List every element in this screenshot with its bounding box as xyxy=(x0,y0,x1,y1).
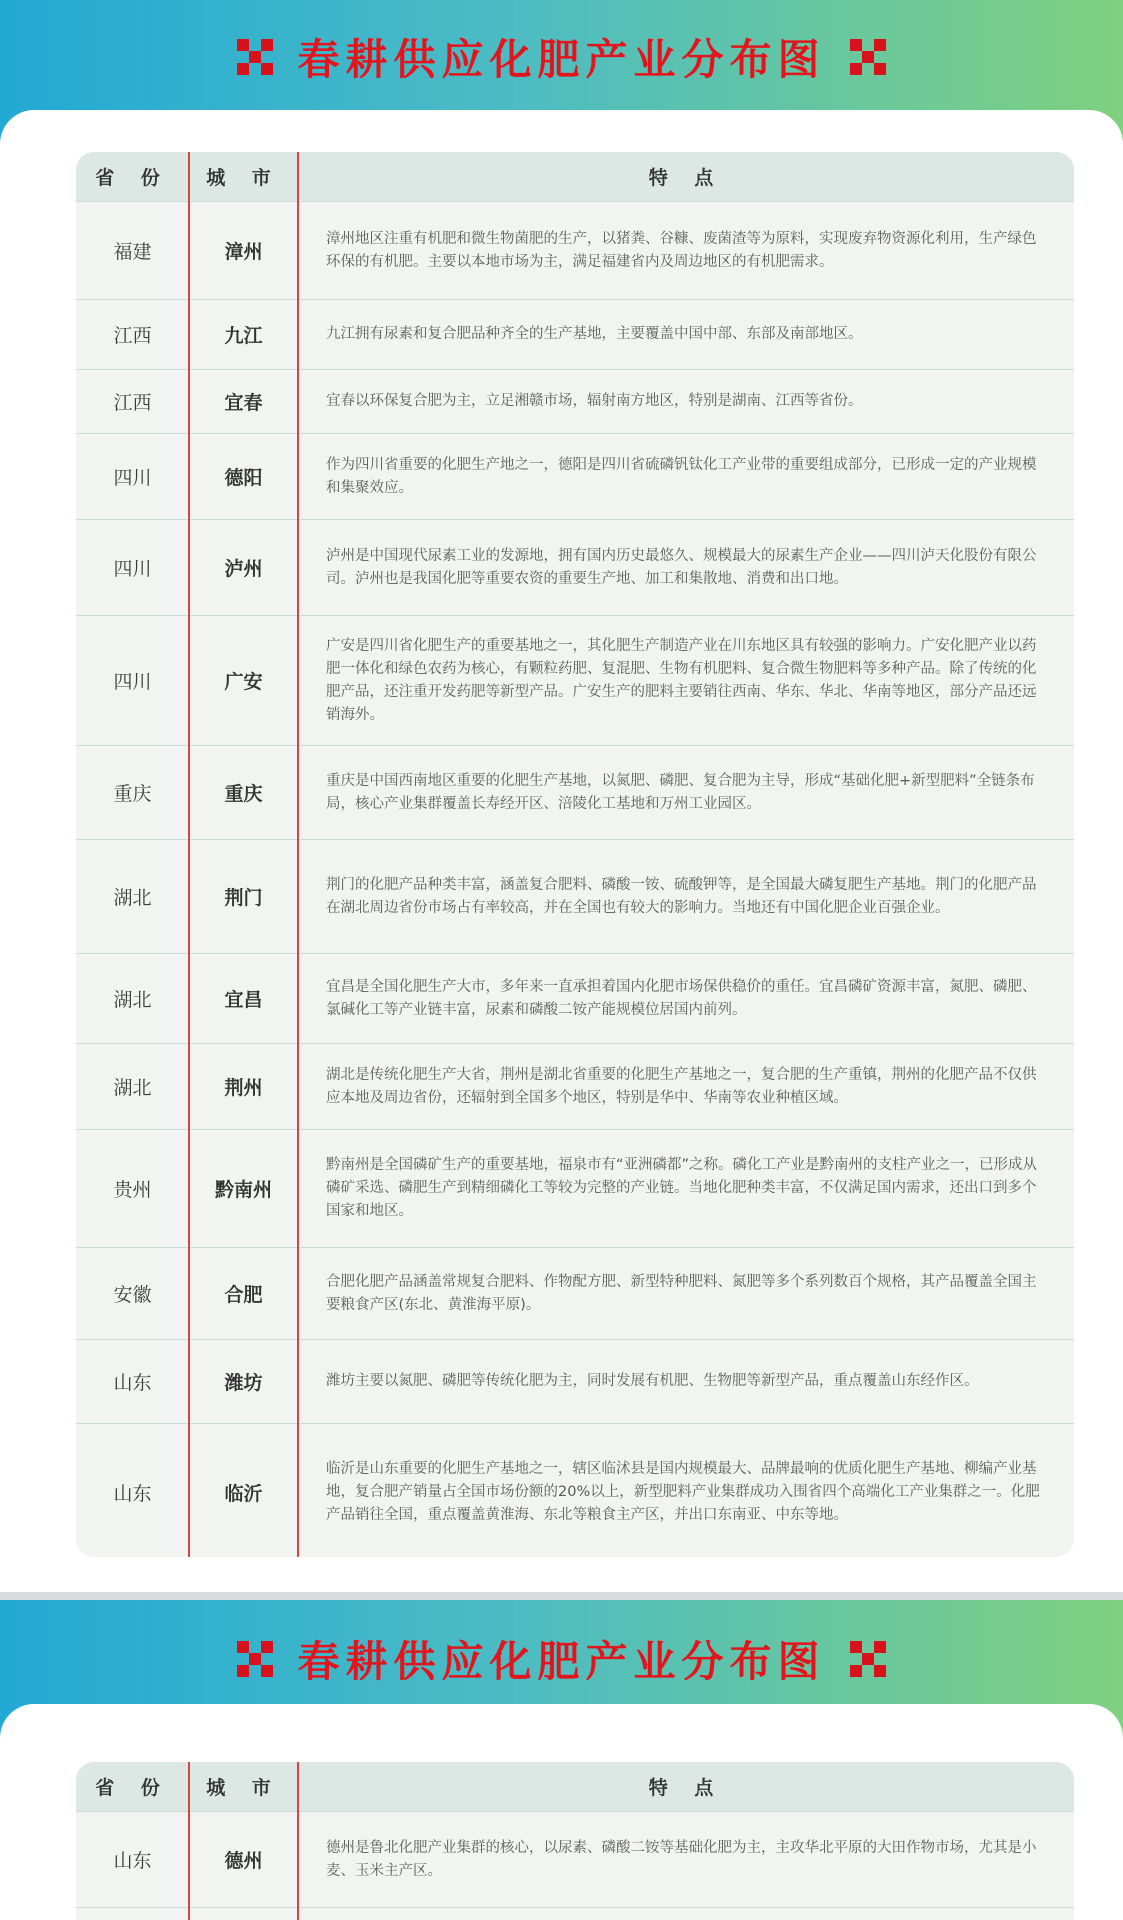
cell-province: 湖北 xyxy=(113,887,152,909)
header-feature: 特 点 xyxy=(648,167,724,189)
cell-feature: 作为四川省重要的化肥生产地之一，德阳是四川省硫磷钒钛化工产业带的重要组成部分，已形成一定的产业规模和集聚效应。 xyxy=(326,456,1037,496)
title-ornament-left-icon xyxy=(237,39,273,75)
cell-feature: 泸州是中国现代尿素工业的发源地，拥有国内历史最悠久、规模最大的尿素生产企业——四川泸天化股份有限公司。泸州也是我国化肥等重要农资的重要生产地、加工和集散地、消费和出口地。 xyxy=(326,547,1037,587)
cell-province: 四川 xyxy=(113,671,152,693)
cell-province: 福建 xyxy=(113,241,152,263)
header-city: 城 市 xyxy=(206,1777,281,1799)
table-row xyxy=(76,370,1074,434)
cell-city: 临沂 xyxy=(224,1482,263,1505)
title-ornament-right-icon xyxy=(850,1641,886,1677)
table-row xyxy=(76,616,1074,746)
table-row xyxy=(76,1424,1074,1557)
table-row xyxy=(76,840,1074,954)
cell-province: 山东 xyxy=(113,1372,152,1394)
column-divider xyxy=(297,152,299,1557)
cell-feature: 湖北是传统化肥生产大省，荆州是湖北省重要的化肥生产基地之一，复合肥的生产重镇，荆州的化肥产品不仅供应本地及周边省份，还辐射到全国多个地区，特别是华中、华南等农业种植区域。 xyxy=(326,1066,1037,1106)
table-header xyxy=(76,1762,1074,1812)
header-province: 省 份 xyxy=(95,1777,170,1799)
cell-feature: 临沂是山东重要的化肥生产基地之一，辖区临沭县是国内规模最大、品牌最响的优质化肥生产基地、柳编产业基地，复合肥产销量占全国市场份额的20%以上，新型肥料产业集群成功入围省四个高端化工产业集群之一。化肥产品销往全国，重点覆盖黄淮海、东北等粮食主产区，并出口东南亚、中东等地。 xyxy=(326,1460,1040,1523)
table-row xyxy=(76,434,1074,520)
table-row xyxy=(76,202,1074,300)
cell-feature: 重庆是中国西南地区重要的化肥生产基地，以氮肥、磷肥、复合肥为主导，形成“基础化肥+新型肥料”全链条布局，核心产业集群覆盖长寿经开区、涪陵化工基地和万州工业园区。 xyxy=(326,772,1035,812)
cell-city: 宜春 xyxy=(224,392,263,414)
cell-feature: 黔南州是全国磷矿生产的重要基地，福泉市有“亚洲磷都”之称。磷化工产业是黔南州的支柱产业之一，已形成从磷矿采选、磷肥生产到精细磷化工等较为完整的产业链。当地化肥种类丰富，不仅满足国内需求，还出口到多个国家和地区。 xyxy=(326,1157,1038,1219)
table-row xyxy=(76,1340,1074,1424)
table-row xyxy=(76,1812,1074,1908)
cell-city: 漳州 xyxy=(224,241,263,263)
cell-province: 湖北 xyxy=(113,989,152,1011)
cell-feature: 潍坊主要以氮肥、磷肥等传统化肥为主，同时发展有机肥、生物肥等新型产品，重点覆盖山东经作区。 xyxy=(326,1373,979,1389)
cell-city: 合肥 xyxy=(224,1284,263,1306)
page-title: 春耕供应化肥产业分布图 xyxy=(297,1637,826,1686)
cell-city: 德州 xyxy=(224,1850,263,1872)
title-row xyxy=(0,1624,1123,1694)
table-row xyxy=(76,1248,1074,1340)
cell-province: 湖北 xyxy=(113,1077,152,1099)
cell-province: 贵州 xyxy=(113,1179,152,1201)
distribution-table xyxy=(76,152,1074,1557)
table-header xyxy=(76,152,1074,202)
title-ornament-left-icon xyxy=(237,1641,273,1677)
cell-feature: 漳州地区注重有机肥和微生物菌肥的生产，以猪粪、谷糠、废菌渣等为原料，实现废弃物资源化利用，生产绿色环保的有机肥。主要以本地市场为主，满足福建省内及周边地区的有机肥需求。 xyxy=(326,230,1037,270)
cell-feature: 荆门的化肥产品种类丰富，涵盖复合肥料、磷酸一铵、硫酸钾等，是全国最大磷复肥生产基地。荆门的化肥产品在湖北周边省份市场占有率较高，并在全国也有较大的影响力。当地还有中国化肥企业百强企业。 xyxy=(326,876,1037,916)
cell-city: 荆门 xyxy=(224,887,263,909)
cell-feature: 广安是四川省化肥生产的重要基地之一，其化肥生产制造产业在川东地区具有较强的影响力。广安化肥产业以药肥一体化和绿色农药为核心，有颗粒药肥、复混肥、生物有机肥料、复合微生物肥料等多种产品。除了传统的化肥产品，还注重开发药肥等新型产品。广安生产的肥料主要销往西南、华东、华北、华南等地区，部分产品还远销海外。 xyxy=(326,637,1037,723)
table-row xyxy=(76,1130,1074,1248)
cell-city: 黔南州 xyxy=(214,1179,272,1201)
table-row xyxy=(76,300,1074,370)
header-feature: 特 点 xyxy=(648,1777,724,1799)
cell-feature: 德州是鲁北化肥产业集群的核心，以尿素、磷酸二铵等基础化肥为主，主攻华北平原的大田作物市场，尤其是小麦、玉米主产区。 xyxy=(326,1839,1037,1879)
title-row xyxy=(0,22,1123,92)
cell-city: 泸州 xyxy=(224,558,263,580)
column-divider xyxy=(188,152,190,1557)
infographic-panel-2 xyxy=(0,1600,1123,1920)
cell-province: 江西 xyxy=(113,392,152,414)
cell-feature: 合肥化肥产品涵盖常规复合肥料、作物配方肥、新型特种肥料、氮肥等多个系列数百个规格，其产品覆盖全国主要粮食产区(东北、黄淮海平原)。 xyxy=(326,1273,1037,1313)
cell-city: 德阳 xyxy=(224,467,263,489)
cell-city: 重庆 xyxy=(224,783,263,805)
header-city: 城 市 xyxy=(206,167,281,189)
distribution-table xyxy=(76,1762,1074,1920)
page-title: 春耕供应化肥产业分布图 xyxy=(297,35,826,84)
cell-province: 山东 xyxy=(113,1850,152,1872)
header-province: 省 份 xyxy=(95,167,170,189)
cell-province: 安徽 xyxy=(113,1284,152,1306)
column-divider xyxy=(188,1762,190,1920)
table-row xyxy=(76,520,1074,616)
cell-province: 四川 xyxy=(113,467,152,489)
cell-province: 山东 xyxy=(113,1482,152,1505)
title-ornament-right-icon xyxy=(850,39,886,75)
table-row xyxy=(76,746,1074,840)
cell-city: 荆州 xyxy=(224,1077,263,1099)
cell-province: 重庆 xyxy=(113,783,152,805)
table-row xyxy=(76,1044,1074,1130)
cell-city: 宜昌 xyxy=(224,989,263,1011)
cell-city: 广安 xyxy=(224,671,263,693)
cell-province: 四川 xyxy=(113,558,152,580)
cell-feature: 九江拥有尿素和复合肥品种齐全的生产基地，主要覆盖中国中部、东部及南部地区。 xyxy=(326,326,863,342)
cell-province: 江西 xyxy=(113,325,152,347)
cell-city: 九江 xyxy=(224,325,263,347)
cell-feature: 宜春以环保复合肥为主，立足湘赣市场，辐射南方地区，特别是湖南、江西等省份。 xyxy=(326,393,863,409)
cell-city: 潍坊 xyxy=(224,1372,263,1394)
column-divider xyxy=(297,1762,299,1920)
table-row xyxy=(76,954,1074,1044)
cell-feature: 宜昌是全国化肥生产大市，多年来一直承担着国内化肥市场保供稳价的重任。宜昌磷矿资源丰富，氮肥、磷肥、氯碱化工等产业链丰富，尿素和磷酸二铵产能规模位居国内前列。 xyxy=(326,978,1037,1018)
